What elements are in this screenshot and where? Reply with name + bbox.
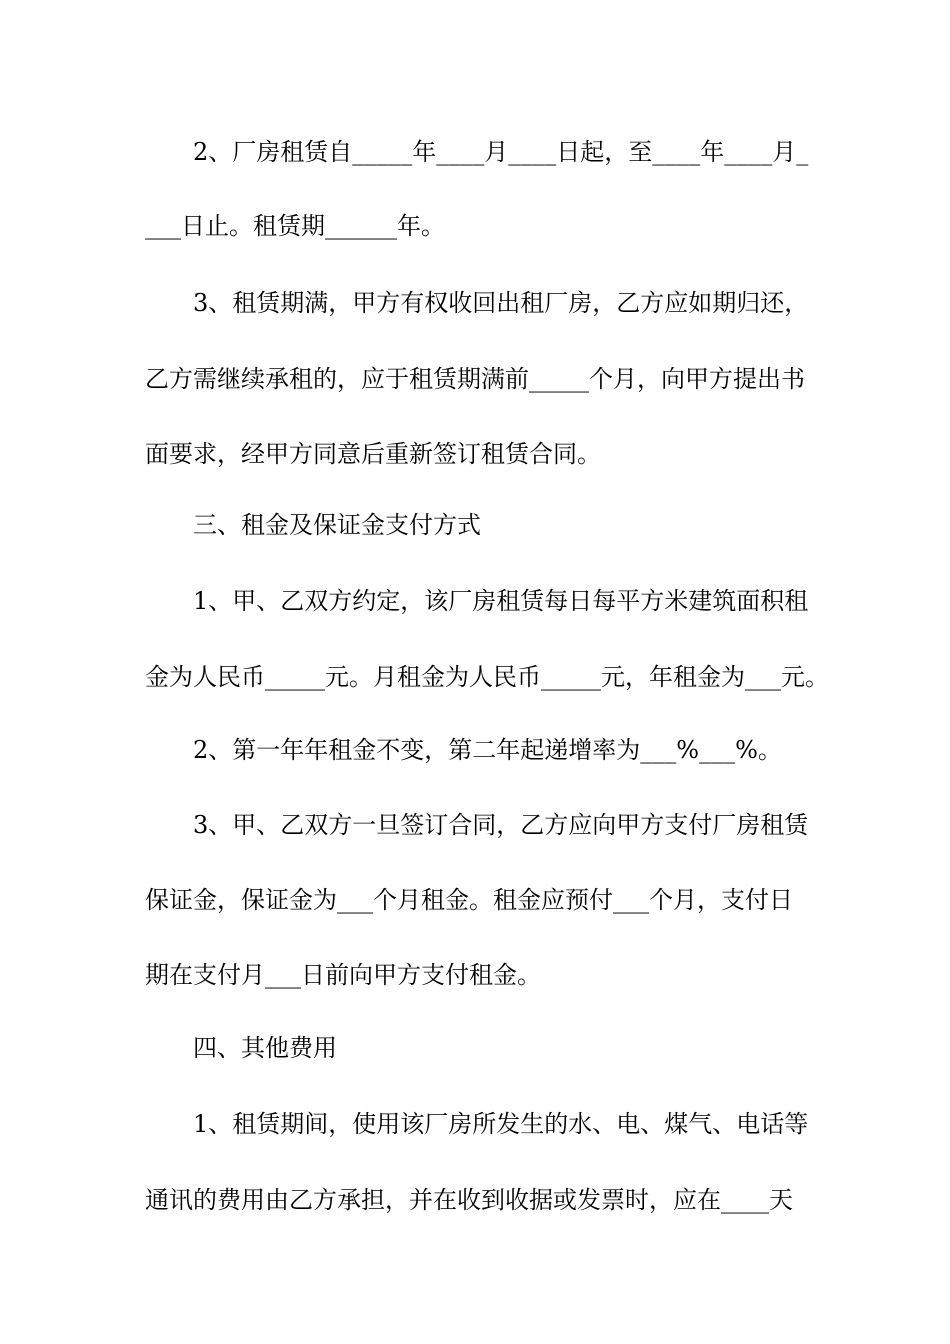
clause-3-renewal-line-1: 3、租赁期满，甲方有权收回出租厂房，乙方应如期归还， — [193, 289, 809, 317]
rent-clause-3-line-2: 保证金，保证金为___个月租金。租金应预付___个月，支付日 — [145, 886, 793, 914]
rent-clause-3-line-3: 期在支付月___日前向甲方支付租金。 — [145, 961, 541, 989]
clause-3-renewal-line-2: 乙方需继续承租的，应于租赁期满前_____个月，向甲方提出书 — [145, 365, 805, 393]
section-4-heading: 四、其他费用 — [193, 1034, 337, 1062]
clause-2-lease-term-line-1: 2、厂房租赁自_____年____月____日起，至____年____月_ — [193, 138, 809, 166]
fees-clause-1-line-2: 通讯的费用由乙方承担，并在收到收据或发票时，应在____天 — [145, 1186, 793, 1214]
rent-clause-3-line-1: 3、甲、乙双方一旦签订合同，乙方应向甲方支付厂房租赁 — [193, 811, 809, 839]
rent-clause-1-line-2: 金为人民币_____元。月租金为人民币_____元，年租金为___元。 — [145, 663, 829, 691]
fees-clause-1-line-1: 1、租赁期间，使用该厂房所发生的水、电、煤气、电话等 — [193, 1110, 809, 1138]
rent-clause-2-line-1: 2、第一年年租金不变，第二年起递增率为___%___%。 — [193, 736, 782, 764]
section-3-heading: 三、租金及保证金支付方式 — [193, 511, 481, 539]
clause-2-lease-term-line-2: ___日止。租赁期______年。 — [145, 212, 445, 240]
clause-3-renewal-line-3: 面要求，经甲方同意后重新签订租赁合同。 — [145, 440, 601, 468]
rent-clause-1-line-1: 1、甲、乙双方约定，该厂房租赁每日每平方米建筑面积租 — [193, 587, 809, 615]
